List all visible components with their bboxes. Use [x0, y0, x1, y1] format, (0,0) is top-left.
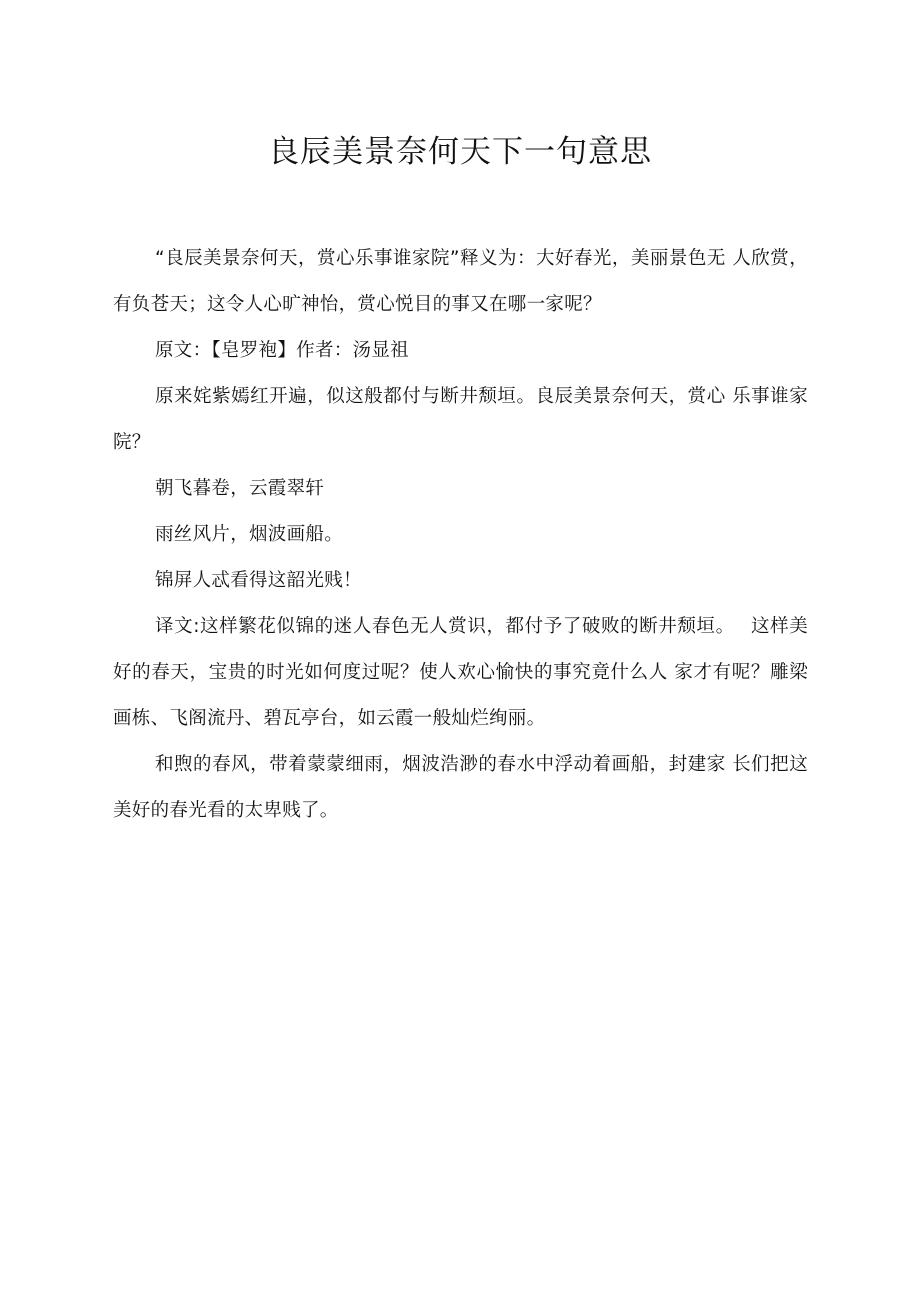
- paragraph-original-line-2: 朝飞暮卷，云霞翠轩: [155, 478, 325, 499]
- document-body: [113, 236, 808, 834]
- paragraph-source: 原文：【皂罗袍】作者：汤显祖: [155, 340, 409, 361]
- paragraph-original-line-1: 原来姹紫嫣红开遍，似这般都付与断井颓垣。良辰美景奈何天，赏心 乐事谁家院？: [113, 386, 808, 453]
- paragraph-original-line-4: 锦屏人忒看得这韶光贱！: [155, 570, 362, 591]
- paragraph-explanation: “良辰美景奈何天，赏心乐事谁家院”释义为：大好春光，美丽景色无 人欣赏，有负苍天；这令人心旷神怡，赏心悦目的事又在哪一家呢？: [113, 248, 808, 315]
- paragraph-translation-2: 和煦的春风，带着蒙蒙细雨，烟波浩渺的春水中浮动着画船，封建家 长们把这美好的春光看的太卑贱了。: [113, 754, 808, 821]
- page-title: 良辰美景奈何天下一句意思: [268, 134, 652, 170]
- paragraph-translation-1: 译文:这样繁花似锦的迷人春色无人赏识，都付予了破败的断井颓垣。 这样美好的春天，宝贵的时光如何度过呢？使人欢心愉快的事究竟什么人 家才有呢？雕梁画栋、飞阁流丹、碧瓦亭台，如云霞一般灿烂绚丽。: [113, 616, 808, 729]
- paragraph-original-line-3: 雨丝风片，烟波画船。: [155, 524, 344, 545]
